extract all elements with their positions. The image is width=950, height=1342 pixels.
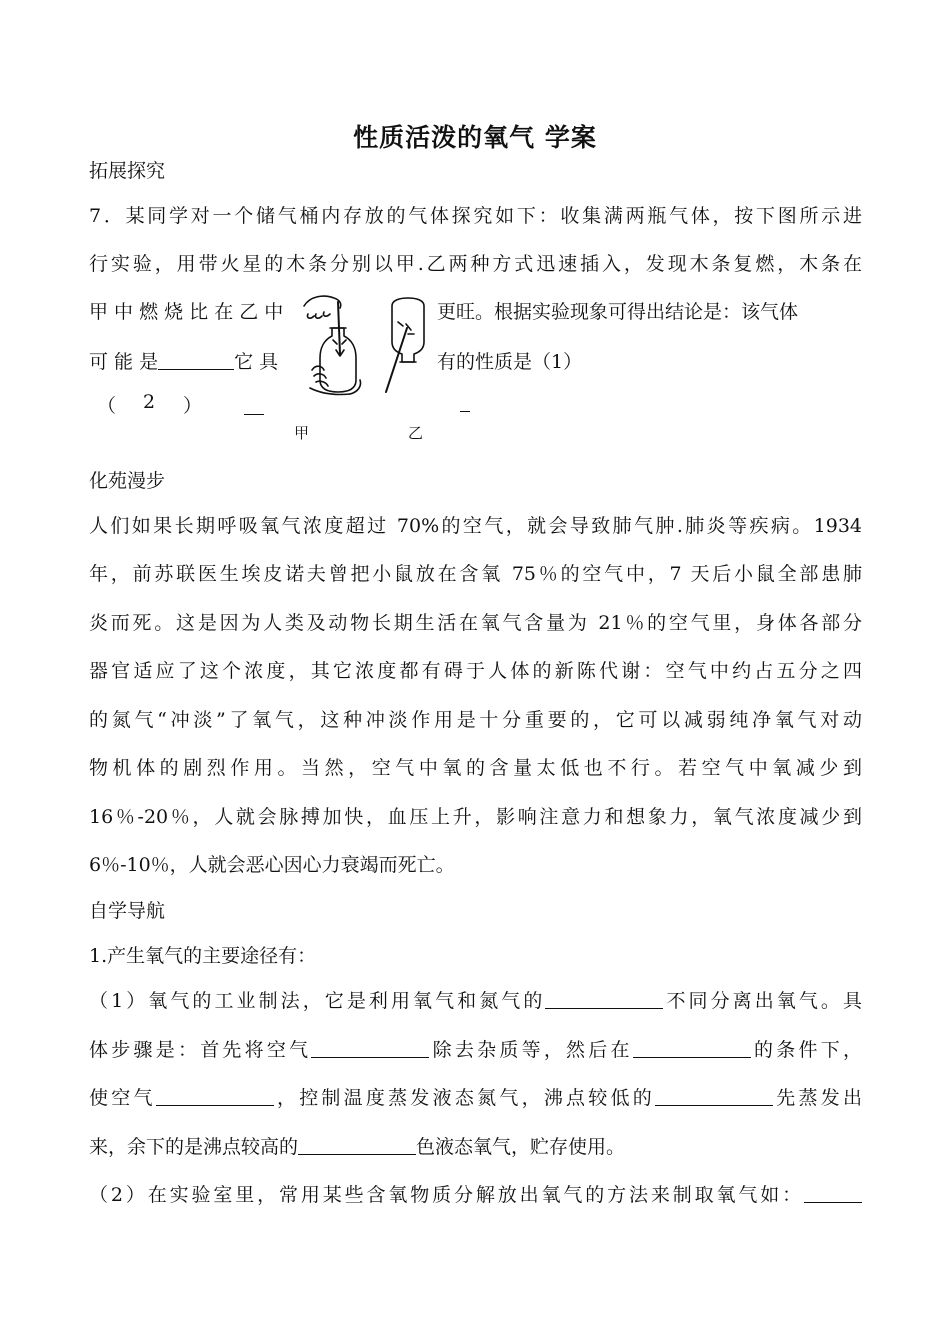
bottle-yi-icon	[392, 298, 424, 362]
hand-lower-icon	[310, 366, 350, 394]
answer-blank-condition[interactable]	[633, 1039, 751, 1058]
answer-blank-color[interactable]	[298, 1136, 416, 1155]
self-study-text: 来，余下的是沸点较高的	[89, 1136, 299, 1158]
splint-yi-icon	[386, 328, 407, 392]
reading-line-5: 的氮气“冲淡”了氧气，这种冲淡作用是十分重要的，它可以减弱纯净氧气对动	[89, 709, 862, 731]
self-study-text: 先蒸发出	[773, 1087, 862, 1109]
self-study-text: 的条件下，	[750, 1039, 862, 1061]
experiment-illustration	[290, 284, 440, 444]
self-study-line-4	[89, 1132, 625, 1159]
section-heading-explore: 拓展探究	[89, 160, 166, 182]
self-study-text: ，控制温度蒸发液态氮气，沸点较低的	[273, 1087, 656, 1109]
experiment-figure	[290, 284, 440, 444]
reading-line-8: 6％-10％，人就会恶心因心力衰竭而死亡。	[89, 854, 455, 876]
self-study-text: 体步骤是：首先将空气	[89, 1039, 312, 1061]
figure-label-yi: 乙	[408, 424, 424, 442]
question-7-number-2: 2	[143, 391, 156, 413]
question-7-line-3-right: 更旺。根据实验现象可得出结论是：该气体	[437, 301, 799, 323]
answer-blank-boiling-point[interactable]	[545, 990, 663, 1009]
reading-line-3: 炎而死。这是因为人类及动物长期生活在氧气含量为 21％的空气里，身体各部分	[89, 612, 862, 634]
self-study-line-3	[89, 1083, 862, 1110]
reading-line-2: 年，前苏联医生埃皮诺夫曾把小鼠放在含氧 75％的空气中，7 天后小鼠全部患肺	[89, 563, 862, 585]
answer-blank-property-2[interactable]	[244, 396, 264, 415]
splint-jia-icon	[338, 302, 340, 354]
answer-blank-property-1[interactable]	[460, 393, 470, 412]
self-study-line-1	[89, 986, 862, 1013]
page-title: 性质活泼的氧气 学案	[353, 123, 597, 152]
reading-line-7: 16％-20％，人就会脉搏加快，血压上升，影响注意力和想象力，氧气浓度减少到	[89, 806, 862, 828]
section-heading-reading: 化苑漫步	[89, 470, 166, 492]
question-7-paren-open: （	[97, 395, 117, 417]
self-study-text: 不同分离出氧气。具	[663, 990, 862, 1012]
answer-blank-air-process[interactable]	[311, 1039, 429, 1058]
section-heading-self-study: 自学导航	[89, 900, 166, 922]
reading-line-1: 人们如果长期呼吸氧气浓度超过 70%的空气，就会导致肺气肿.肺炎等疾病。1934	[89, 515, 862, 537]
question-7-line-1: 7．某同学对一个储气桶内存放的气体探究如下：收集满两瓶气体，按下图所示进	[89, 205, 862, 227]
answer-blank-lab-method[interactable]	[804, 1184, 862, 1203]
figure-label-jia: 甲	[294, 424, 310, 442]
hand-upper-icon	[304, 296, 341, 318]
self-study-line-5	[89, 1180, 862, 1207]
question-7-text-keneng: 可 能 是	[89, 351, 159, 373]
question-7-line-2: 行实验，用带火星的木条分别以甲.乙两种方式迅速插入，发现木条复燃，木条在	[89, 253, 862, 275]
self-study-item-1: 1.产生氧气的主要途径有：	[89, 945, 317, 967]
question-7-line-4-right: 有的性质是（1）	[437, 351, 583, 373]
answer-blank-gas[interactable]	[158, 351, 234, 370]
question-7-paren-close: ）	[183, 395, 203, 417]
question-7-line-4-left	[89, 347, 278, 374]
reading-line-6: 物机体的剧烈作用。当然，空气中氧的含量太低也不行。若空气中氧减少到	[89, 757, 862, 779]
self-study-text: （2）在实验室里，常用某些含氧物质分解放出氧气的方法来制取氧气如：	[89, 1184, 804, 1206]
question-7-text-taju: 它 具	[234, 351, 279, 373]
self-study-line-2	[89, 1035, 862, 1062]
question-7-line-3-left: 甲 中 燃 烧 比 在 乙 中	[89, 301, 284, 323]
answer-blank-nitrogen[interactable]	[655, 1087, 773, 1106]
reading-line-4: 器官适应了这个浓度，其它浓度都有碍于人体的新陈代谢：空气中约占五分之四	[89, 660, 862, 682]
self-study-text: （1）氧气的工业制法，它是利用氧气和氮气的	[89, 990, 546, 1012]
self-study-text: 使空气	[89, 1087, 156, 1109]
self-study-text: 除去杂质等，然后在	[429, 1039, 633, 1061]
self-study-text: 色液态氧气，贮存使用。	[416, 1136, 626, 1158]
answer-blank-liquefy[interactable]	[156, 1087, 274, 1106]
